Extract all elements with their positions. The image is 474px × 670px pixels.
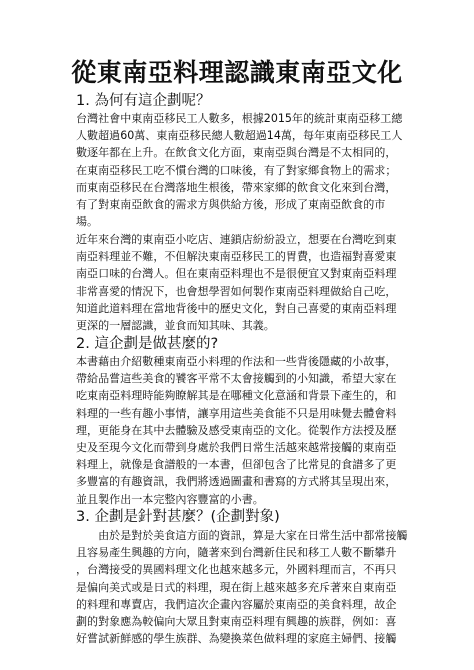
section-3-paragraph-1: [76, 527, 440, 647]
text-line: 近年來台灣的東南亞小吃店、連鎖店紛紛設立，想要在台灣吃到東: [76, 233, 397, 246]
text-line: 劃的對象應為較偏向大眾且對東南亞料理有興趣的族群，例如：喜: [76, 614, 397, 628]
text-line: 理，更能身在其中去體驗及感受東南亞的文化。從製作方法授及歷: [76, 423, 397, 437]
text-line: 而東南亞移民在台灣落地生根後，帶來家鄉的飲食文化來到台灣，: [76, 180, 397, 194]
text-line: 數逐年都在上升。在飲食文化方面，東南亞與台灣是不太相同的，: [76, 146, 397, 160]
text-line: 知道此道料理在當地背後中的歷史文化，對自己喜愛的東南亞料理: [76, 301, 397, 315]
text-line: 場。: [76, 215, 99, 229]
text-line: 更深的一層認識，並食而知其味、其義。: [76, 318, 275, 332]
text-line: 吃東南亞料理時能夠瞭解其是在哪種文化意涵和背景下產生的，和: [76, 389, 397, 403]
text-line: 由於是對於美食這方面的資訊，算是大家在日常生活中都常接觸: [76, 529, 408, 542]
section-2-paragraph-1: [76, 353, 440, 508]
text-line: 帶給品嘗這些美食的饕客平常不太會接觸到的小知識，希望大家在: [76, 372, 397, 386]
text-line: 本書藉由介紹數種東南亞小料理的作法和一些背後隱藏的小故事，: [76, 355, 397, 368]
text-line: 人數超過60萬、東南亞移民總人數超過14萬，每年東南亞移民工人: [76, 129, 403, 143]
section-1-heading: 1. 為何有這企劃呢？: [76, 93, 211, 109]
text-line: 南亞料理並不難，不但解決東南亞移民工的胃費，也造福對喜愛東: [76, 250, 397, 264]
text-line: 並且製作出一本完整內容豐富的小書。: [76, 492, 264, 506]
document-title: 從東南亞料理認識東南亞文化: [71, 58, 403, 87]
text-line: ，台灣接受的異國料理文化也越來越多元，外國料理而言，不再只: [76, 563, 397, 577]
text-line: 非常喜愛的情況下，也會想學習如何製作東南亞料理做給自己吃，: [76, 284, 397, 298]
text-line: 有了對東南亞飲食的需求方與供給方後，形成了東南亞飲食的市: [76, 197, 386, 211]
section-1-paragraph-1: [76, 110, 440, 230]
text-line: 史及至現今文化而帶到身處於我們日常生活越來越常接觸的東南亞: [76, 440, 397, 454]
section-2-heading: 2. 這企劃是做甚麼的?: [76, 336, 219, 352]
section-3-heading: 3. 企劃是針對甚麼？(企劃對象): [76, 509, 280, 525]
text-line: 料理的一些有趣小事情，讓享用這些美食能不只是用味覺去體會料: [76, 406, 397, 420]
text-line: 好嘗試新鮮感的學生族群、為變換菜色做料理的家庭主婦們、接觸: [76, 632, 397, 646]
text-line: 的料理和專賣店，我們這次企畫內容屬於東南亞的美食料理，故企: [76, 597, 397, 611]
text-line: 台灣社會中東南亞移民工人數多，根據2015年的統計東南亞移工總: [76, 112, 403, 125]
text-line: 多豐富的有趣資訊，我們將透過圖畫和書寫的方式將其呈現出來，: [76, 475, 397, 489]
text-line: 南亞口味的台灣人。但在東南亞料理也不是很便宜又對東南亞料理: [76, 267, 397, 281]
section-1-paragraph-2: [76, 231, 440, 334]
text-line: 且容易產生興趣的方向，隨著來到台灣新住民和移工人數不斷攀升: [76, 546, 397, 560]
text-line: 在東南亞移民工吃不慣台灣的口味後，有了對家鄉食物上的需求；: [76, 163, 397, 177]
text-line: 是偏向美式或是日式的料理，現在街上越來越多充斥著來自東南亞: [76, 580, 397, 594]
text-line: 料理上，就像是食譜般的一本書，但卻包含了比常見的食譜多了更: [76, 458, 397, 472]
